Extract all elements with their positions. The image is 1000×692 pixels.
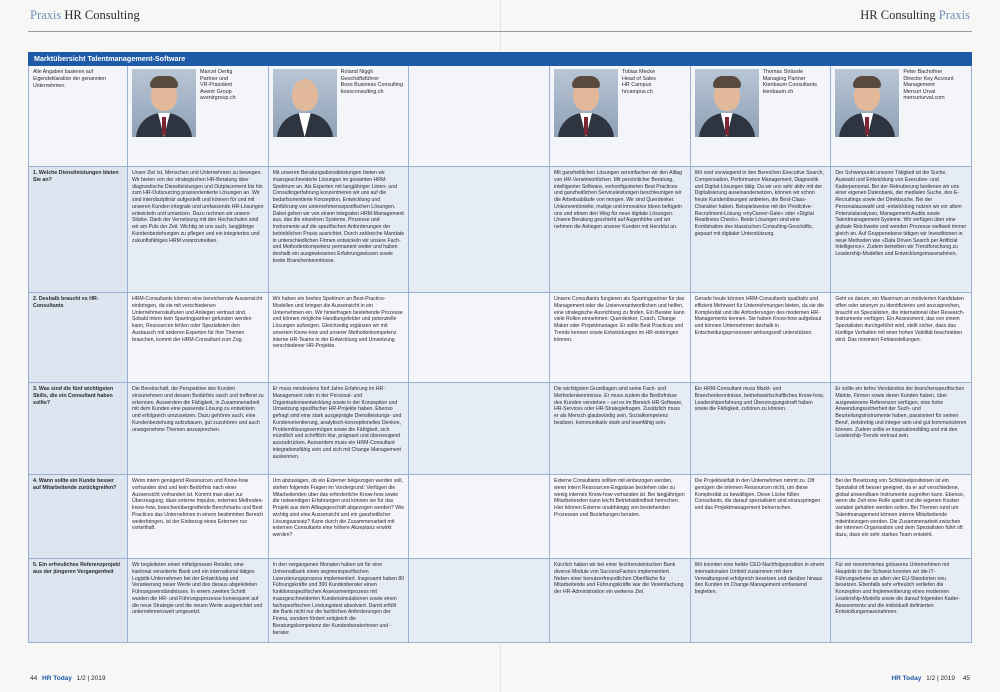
answer-cell: Gerade heute können HRM-Consultants qualitativ und effizient Mehrwert für Unternehmungen bieten, da sie die Komplexität und die Anforderungen des modernen HR-Managements kennen. Sie haben Know-how aufgebaut und können Unternehmen deshalb in Entscheidungsprozessen wirkungsvoll unterstützen. [691,293,832,383]
person-company: Kienbaum Consultants [762,82,817,89]
person-role: Managing Partner [762,75,806,82]
person-company: HR Campus [622,82,652,89]
answer-cell: Um abzuwägen, ob ein Externer beigezogen werden soll, stehen folgende Fragen im Vordergrund: Verfügen die Mitarbeitenden über das erforderliche Know-how sowie die notwendigen Erfahrungen und können sie für das Projekt aus dem Alltagsgeschäft abgezogen werden? Wie wichtig sind eine Aussensicht und ein ganzheitlicher Lösungsansatz? Kann durch die Zusammenarbeit mit externen Consultants eine höhere Akzeptanz erwirkt werden? [269,475,410,559]
empty-cell [409,167,550,293]
empty-cell [409,293,550,383]
answer-cell: Unser Ziel ist, Menschen und Unternehmen zu bewegen. Wir bieten von der strategischen HR-Beratung über diagnostische Dienstleistungen und Outplacement bis hin zum HR-Outsourcing praxisorientierte Lösungen an. Wir sind interdisziplinär aufgestellt und können für und mit unseren Kunden integrale und umfassende HR-Lösungen entwickeln und umsetzen. Dazu rechnen wir unsere Stärke. Dank der Vernetzung mit den Hochschulen sind wir am Puls der Zeit. Wichtig ist uns auch, langjährige Kundenbeziehungen zu pflegen und ein integriertes und zukunftsfähiges HRM voranzutreiben. [128,167,269,293]
person-photo [695,69,759,137]
page-footer [30,675,970,687]
person-url: avenirgroup.ch [200,95,236,102]
question-label: 1. Welche Dienstleistungen bieten Sie an? [29,167,128,293]
answer-cell: Er sollte ein tiefes Verständnis der branchenspezifischen Märkte, Firmen sowie deren Kunden haben, über ausgewiesene Referenzen verfügen, eine hohe Anwendungssicherheit der Such- und Beurteilungsinstrumente haben, passioniert für seinen Beruf, zielstrebig und integer sein und gut kommunizieren können. Zudem sollte er inspirationsfähig und mit den Leadership-Trends vertraut sein. [831,383,972,475]
answer-cell: Mit ganzheitlichen Lösungen vereinfachen wir den Alltag von HR-Verantwortlichen. Mit persönlicher Beratung, intelligenter Software, vorkonfigurierten Best Practices und ganzheitlichen Serviceleistungen beschleunigen wir die Arbeitsabläufe von morgen. Wir sind Querdenker. Unkonventionelle, mutige und innovative Ideen befügeln uns und ebnen den Weg für neue digitale Lösungen. Unsere Beratung geschieht auf Augenhöhe und wir nehmen die Anliegen unserer Kunden mit Herzblut an. [550,167,691,293]
person-url: hrcampus.ch [622,88,653,95]
person-name: Tobias Mecke [622,69,655,75]
person-role2: Management [903,82,935,89]
answer-cell: Wenn intern genügend Ressourcen und Know-how vorhanden sind und kein Bedürfnis nach einer Aussensicht vorhanden ist. Kommt man aber zur Überzeugung, dass externe Impulse, externes Methoden-know-how, branchenübergreifende Benchmarks und Best Practices das Unternehmen in einem bestimmten Bereich weiterbringen, ist der Einbezug eines Externen nur vorteilhaft. [128,475,269,559]
person-company: Mercuri Urval [903,88,936,95]
person-name: Peter Bachofner [903,69,943,75]
answer-cell: Bei der Besetzung von Schlüsselpositionen ist ein Spezialist oft besser geeignet, da er auf verschiedene, global anwendbare Instrumente zugreifen kann. Ebenso, wenn die Zeit eine Rolle spielt und die eigenen Kosten variabel gehalten werden sollen. Bei Themen rund um Talentmanagement können interne Mitarbeitende miteinbezogen werden. Die Zusammenarbeit zwischen der internen Organisation und dem Spezialisten führt oft dazu, dass ein sehr starkes Team entsteht. [831,475,972,559]
answer-cell: Mit unseren Beratungsdienstleistungen bieten wir massgeschneiderte Lösungen im gesamten HRM-Spektrum an. Als Experten mit langjähriger Linien- und Consultingerfahrung konzentrieren wir uns auf die bedarfsorientierte Konzeption, Entwicklung und Einführung von unternehmensspezifischen Lösungen. Dabei gehen wir von einem integralen HRM-Management aus, das die einzelnen Systeme, Prozesse und Instrumente auf die spezifischen Anforderungen der betrieblichen Praxis ausrichtet. Durch zahlreiche Mandate in unterschiedlichen Firmen entwickeln wir unsere Fach- und Methodenkompetenz permanent weiter und haben deshalb ein ausgewiesenes Erfahrungswissen sowie breite Branchenkenntnisse. [269,167,410,293]
issue-right: 1/2 | 2019 [926,675,955,682]
empty-cell [409,383,550,475]
empty-cell [409,559,550,643]
person-url: kienbaum.ch [762,88,794,95]
page-number-left: 44 [30,675,38,682]
person-role: Geschäftsführer [340,75,380,82]
person-role2: VR-Präsident [200,82,233,89]
person-role: Head of Sales [622,75,656,82]
table-grid [28,66,972,643]
person-url: mercuriurval.com [903,95,945,102]
person-photo [273,69,337,137]
answer-cell: In den vergangenen Monaten haben wir für eine Universalbank einen segmentspezifischen Lizenzierungsprozess implementiert. Insgesamt haben 80 Führungskräfte und 300 Kundenberater einen funktionsspezifischen Assessmentprozess mit massgeschneiderten Kundensimulationen sowie einen fachspezifischen Leistungstest absolviert. Damit erfüllt die Bank nicht nur die fachlichen Anforderungen der Finma, sondern fördert zeitgleich die Beratungskompetenz der Kundenberaterinnen und -berater. [269,559,410,643]
empty-cell [409,475,550,559]
question-label: 5. Ein erfreuliches Referenzprojekt aus der jüngeren Vergangenheit [29,559,128,643]
person-name: Marcel Oertig [200,69,233,75]
table-title: Marktübersicht Talentmanagement-Software [28,52,972,66]
answer-cell: Externe Consultants sollten mit einbezogen werden, wenn intern Ressourcen-Engpässe bestehen oder zu wenig internes Know-how vorhanden ist. Bei langjährigen Mitarbeitenden kann leicht Betriebsblindheit herrschen. Hier können Externe unabhängig von bestehenden Prozessen und Beziehungen beraten. [550,475,691,559]
person-role: Partner und [200,75,229,82]
answer-cell: Geht es darum, ein Maximum an motivierten Kandidaten offen oder anonym zu identifizieren und anzusprechen, braucht es Spezialisten, die international über Research-Instrumente verfügen. Ein Assessment, das von einem Spezialisten durchgeführt wird, stellt sicher, dass das künftige Verhalten mit einer hohen Validität beschrieben wird. Das minimiert Fehlanstellungen. [831,293,972,383]
page-number-right: 45 [962,675,970,682]
person-name: Roland Niggli [340,69,373,75]
question-label: 4. Wann sollte ein Kunde besser auf Mitarbeitende zurückgreifen? [29,475,128,559]
person-url: bossconsulting.ch [340,88,384,95]
magazine-name-right: HR Today [891,675,922,682]
answer-cell: Der Schwerpunkt unserer Tätigkeit ist die Suche, Auswahl und Entwicklung von Executive- und Kaderpersonal. Bei der Rekrutierung bedienen wir uns einer eigenen Datenbank, der medialen Suche, des E-Recruitings sowie der Direktsuche. Bei der Personalauswahl und -entwicklung nutzen wir vor allem Potenzialanalysen, Management Audits sowie Talentmanagement-Systeme. Wir verfügen über eine globale Reichweite und wenden Prozesse weltweit immer gleich an. Auf Gruppenebene tätigen wir Investitionen in neue Methoden wie «Data Driven Search per Artificial Intelligence». Zudem betreiben wir Trendforschung zu Leadership-Modellen und Entwicklungsmassnahmen. [831,167,972,293]
magazine-name-left: HR Today [42,675,72,682]
person-photo [835,69,899,137]
answer-cell: Wir konnten eine heikle CEO-Nachfolgeposition in einem internationalen Umfeld zusammen mit dem Verwaltungsrat erfolgreich besetzen und darüber hinaus den Kunden im Change Management umfassend begleiten. [691,559,832,643]
answer-cell: Kürzlich haben wir bei einer liechtensteinischen Bank diverse Module von SuccessFactors implementiert. Neben einer benutzerfreundlichen Oberfläche für Mitarbeitende und Führungskräfte war die Vereinfachung der HR-Administration ein weiteres Ziel. [550,559,691,643]
person-cell [831,66,972,167]
comparison-table [28,52,972,643]
footer-left [30,675,106,682]
question-label: 2. Deshalb braucht es HR-Consultants [29,293,128,383]
footer-right [888,675,970,682]
person-photo [554,69,618,137]
header-title-right: HR Consulting [860,8,936,22]
header-rule [28,31,972,32]
header-brand-left: Praxis [30,8,62,22]
answer-cell: Für ein renommiertes grösseres Unternehmen mit Hauptsitz in der Schweiz konnten wir die IT-Führungsebene an allen vier EU-Standorten neu besetzen. Ebenfalls sehr erfreulich verliefen die Konzeption und Implementierung eines modernen Leadership-Modells sowie die darauf folgenden Kader-Assessments und die individuell definierten Entwicklungsmassnahmen. [831,559,972,643]
empty-header-cell [409,66,550,167]
intro-note: Alle Angaben basieren auf Eigendeklaration der genannten Unternehmen. [29,66,128,167]
answer-cell: Er muss mindestens fünf Jahre Erfahrung im HR-Management oder in der Personal- und Organisationsentwicklung sowie in der Konzeption und Umsetzung spezifischer HR-Projekte haben. Ebenso gefragt sind eine stark ausgeprägte Dienstleistungs- und Kundenorientierung, analytisch-konzeptionelles Denken, Problemlösungsvermögen sowie die Fähigkeit, sich mündlich und schriftlich klar, prägnant und überzeugend auszudrücken. Ausserdem muss ein HRM-Consultant integrationsfähig sein und sich mit Change Management auskennen. [269,383,410,475]
answer-cell: Ein HRM-Consultant muss Markt- und Branchenkenntnisse, betriebswirtschaftliches Know-how, Leadershiperfahrung und Überzeugungskraft haben sowie die Fähigkeit, zuhören zu können. [691,383,832,475]
answer-cell: Die wichtigsten Grundlagen sind seine Fach- und Methodenkenntnisse. Er muss zudem die Bedürfnisse des Kunden verstehen – sei es im Bereich HR-Software, HR-Services oder HR-Strategiefragen. Zusätzlich muss er als Mensch glaubwürdig sein, Sozialkompetenz besitzen, kommunikativ stark und teamfähig sein. [550,383,691,475]
header-left [30,8,140,23]
answer-cell: Wir begleiteten einen mittelgrossen Retailer, eine kantonal verankerte Bank und ein international tätiges Logistik-Unternehmen bei der Entwicklung und Verankerung neuer Werte und des daraus abgeleiteten Führungsverständnisses. In einem zweiten Schritt wurden die HR- und Führungsprozesse konsequent auf die neue Strategie und die neuen Werte ausgerichtet und unternehmensweit umgesetzt. [128,559,269,643]
person-photo [132,69,196,137]
answer-cell: Wir haben ein breites Spektrum an Best-Practice-Modellen und bringen die Aussensicht in ein Unternehmen ein. Wir hinterfragen bestehende Prozesse und können mögliche Handlungsfelder und potenzielle Lösungen aufzeigen. Gleichzeitig ergänzen wir mit unserem Know-how und unserer Methodenkompetenz interne HR-Teams in der Entwicklung und Umsetzung verschiedener HR-Projekte. [269,293,410,383]
person-company: Boss Business Consulting [340,82,403,89]
answer-cell: HRM-Consultants können eine bereichernde Aussensicht einbringen, da sie mit verschiedenen Unternehmenskulturen und Anliegen vertraut sind. Sobald intern kein Sparringpartner gefunden werden kann, Ressourcen fehlen oder Spezialisten den Austausch mit anderen Experten für ihre Themen brauchen, kommt der HRM-Consultant zum Zug. [128,293,269,383]
person-cell [269,66,410,167]
issue-left: 1/2 | 2019 [76,675,106,682]
person-role: Director Key Account [903,75,954,82]
question-label: 3. Was sind die fünf wichtigsten Skills, die ein Consultant haben sollte? [29,383,128,475]
person-company: Avenir Group [200,88,232,95]
answer-cell: Die Projektvielfalt in den Unternehmen nimmt zu. Oft genügen die internen Ressourcen nicht, um diese Komplexität zu bewältigen. Diese Lücke füllen Consultants, die darauf spezialisiert sind einzuspringen und das Projektmanagement beherrschen. [691,475,832,559]
person-cell [128,66,269,167]
answer-cell: Die Bereitschaft, die Perspektive des Kunden einzunehmen und dessen Bedürfnis rasch und treffend zu erkennen. Ausserdem die Fähigkeit, in Zusammenarbeit mit dem Kunden eine passende Lösung zu entwickeln und erfolgreich umzusetzen. Dazu gehören auch, eine Kundenbeziehung aufzubauen, gut zuzuhören und auch unangenehme Themen anzusprechen. [128,383,269,475]
person-name: Thomas Strässle [762,69,804,75]
answer-cell: Wir sind vorwiegend in den Bereichen Executive Search, Compensation, Performance Management, Diagnostik und Digital-Lösungen tätig. Da wir uns sehr aktiv mit der Digitalisierung auseinandersetzen, können wir schon heute Kundenlösungen anbieten, die Best-Class-Charakter haben. Beispielsweise mit der Predictive-Recruitment-Lösung «myCareer-Gate» oder «Digital Readiness Check». Beide Lösungen sind eine Kombination des klassischen Consulting-Geschäfts, gepaart mit digitaler Unterstützung. [691,167,832,293]
page-header [30,8,970,30]
header-title-left: HR Consulting [64,8,140,22]
header-right [860,8,970,23]
header-brand-right: Praxis [938,8,970,22]
person-cell [691,66,832,167]
answer-cell: Unsere Consultants fungieren als Sparringpartner für das Management oder die Linienverantwortlichen und helfen, eine strategische Ausrichtung zu finden. Ein Berater kann viele Rollen einnehmen: Querdenker, Coach, Change Maker oder Projektmanager. Er sollte Best Practices und Trends kennen sowie Entwicklungen im HR einbringen können. [550,293,691,383]
person-cell [550,66,691,167]
